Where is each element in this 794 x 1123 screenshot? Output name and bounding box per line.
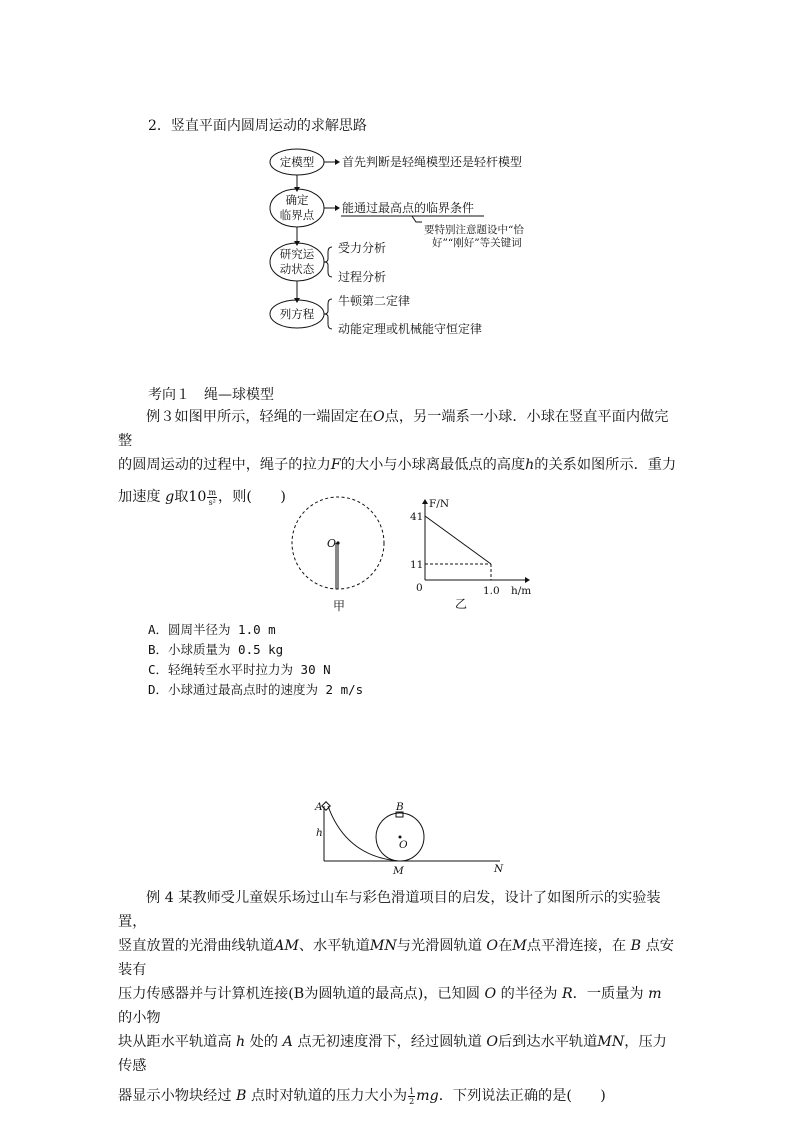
option-list	[148, 620, 363, 700]
curve-track	[328, 806, 398, 861]
note-force: 受力分析	[338, 241, 387, 255]
option-c[interactable]: C．轻绳转至水平时拉力为 30 N	[148, 662, 331, 677]
option-d[interactable]: D．小球通过最高点时的速度为 2 m/s	[148, 682, 364, 697]
note-critical: 能通过最高点的临界条件	[342, 201, 475, 215]
node-label-critical-2: 临界点	[279, 208, 315, 222]
y-tick-11: 11	[410, 559, 424, 571]
point-b-label: B	[396, 801, 404, 813]
section-heading: 2．竖直平面内圆周运动的求解思路	[148, 118, 367, 134]
x-tick-1: 1.0	[483, 585, 500, 597]
section-title: 考向１ 绳—球模型	[148, 387, 274, 403]
origin-label: 0	[416, 582, 423, 594]
figure-yi-graph	[403, 496, 543, 614]
note-tip-2: 好”“刚好”等关键词	[432, 237, 522, 249]
point-n-label: N	[494, 863, 504, 875]
solution-flowchart	[262, 146, 562, 342]
note-energy: 动能定理或机械能守恒定律	[338, 322, 483, 336]
caption-jia: 甲	[333, 599, 346, 613]
graph-data-line	[425, 516, 491, 564]
caption-yi: 乙	[455, 597, 468, 611]
node-label-model: 定模型	[279, 155, 315, 169]
note-process: 过程分析	[338, 270, 387, 284]
y-axis-label: F/N	[429, 498, 450, 510]
point-m-label: M	[393, 865, 404, 877]
figure-jia-circle	[288, 496, 388, 618]
node-label-state-1: 研究运	[279, 247, 315, 261]
node-label-state-2: 动状态	[279, 262, 315, 276]
track-figure	[310, 790, 510, 878]
option-a[interactable]: A．圆周半径为 1.0 m	[148, 622, 276, 637]
height-h-label: h	[316, 827, 323, 839]
note-newton: 牛顿第二定律	[338, 294, 411, 308]
note-tip-1: 要特别注意题设中“恰	[424, 224, 524, 236]
x-axis-label: h/m	[511, 585, 532, 597]
y-tick-41: 41	[410, 511, 424, 523]
note-model: 首先判断是轻绳模型还是轻杆模型	[342, 155, 523, 169]
example-3-text: 例３如图甲所示，轻绳的一端固定在O点，另一端系一小球．小球在竖直平面内做完整 的圆周运动的过程中，绳子的拉力F的大小与小球离最低点的高度h的关系如图所示．重力 加速度 g取10 $\frac{m}{\text{s²}}$ ，则( )	[118, 409, 677, 507]
option-b[interactable]: B．小球质量为 0.5 kg	[148, 642, 284, 657]
example-4-text: 例 4 某教师受儿童娱乐场过山车与彩色滑道项目的启发，设计了如图所示的实验装置， 竖直放置的光滑曲线轨道AM、水平轨道MN与光滑圆轨道 O在M点平滑连接，在 B 点安装有 压力传感器并与计算机连接(B为圆轨道的最高点)，已知圆 O 的半径为 R．一质量为 m 的小物 块从距水平轨道高 h 处的 A 点无初速度滑下，经过圆轨道 O后到达水平轨道MN，压力传感 器显示小物块经过 B 点时对轨道的压力大小为 $\frac{1}{2}$ mg．下列说法正确的是( )	[118, 890, 674, 1106]
loop-center-o-label: O	[399, 839, 408, 851]
node-label-equation: 列方程	[279, 307, 315, 321]
point-a-label: A	[315, 801, 323, 813]
node-label-critical-1: 确定	[285, 193, 309, 207]
circle-center-label: O	[327, 537, 337, 550]
